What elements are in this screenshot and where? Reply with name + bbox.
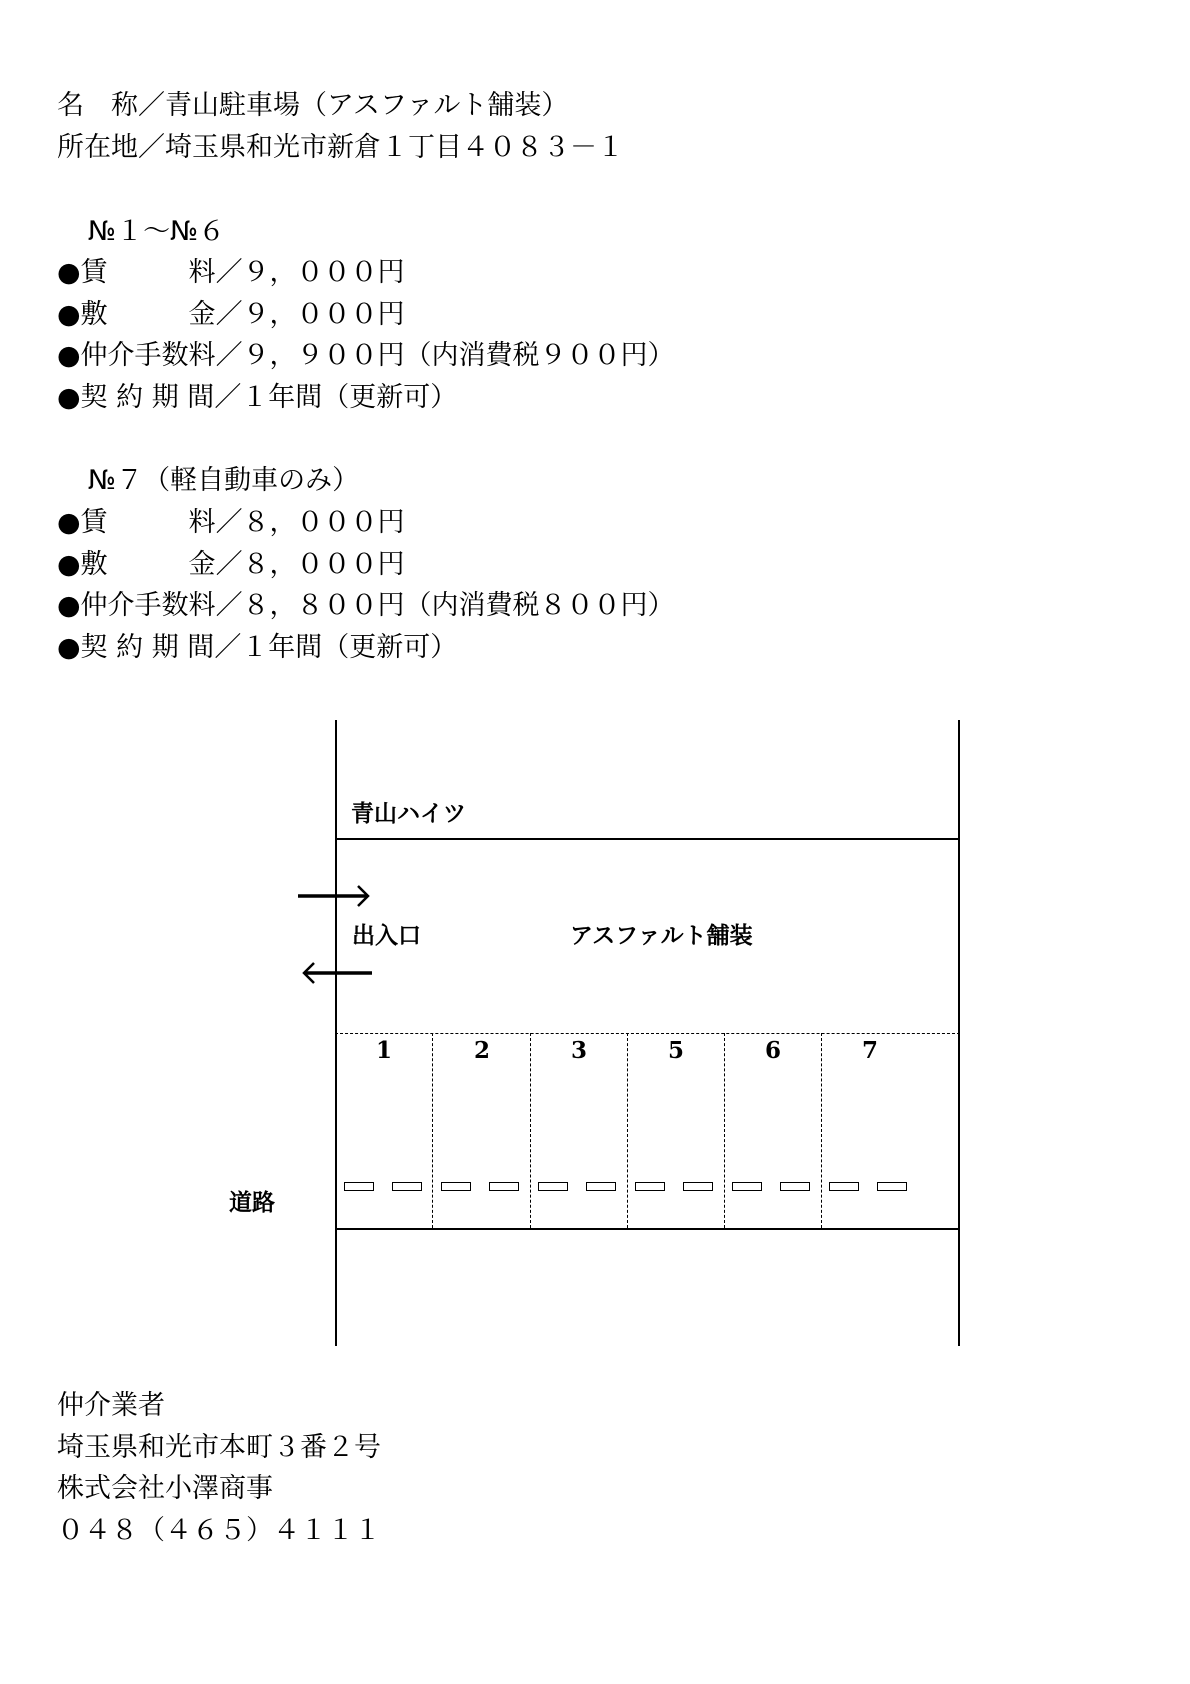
space-divider <box>432 1033 433 1228</box>
rent-value: ／８，０００円 <box>215 507 405 538</box>
wheel-stop <box>635 1182 665 1191</box>
fee-value: ／８，８００円（内消費税８００円） <box>215 590 675 621</box>
space-divider <box>627 1033 628 1228</box>
space-number: 6 <box>765 1037 782 1064</box>
building-label: 青山ハイツ <box>351 800 466 827</box>
group2-heading: №７（軽自動車のみ） <box>88 465 360 496</box>
road-boundary-line <box>335 1228 960 1230</box>
term-label: ●契 約 期 間 <box>57 632 215 663</box>
group2-fee-row <box>57 592 675 619</box>
group1-deposit-row <box>57 301 405 328</box>
wheel-stop <box>829 1182 859 1191</box>
broker-address: 埼玉県和光市本町３番２号 <box>57 1432 381 1463</box>
space-divider <box>821 1033 822 1228</box>
term-label: ●契 約 期 間 <box>57 382 215 413</box>
space-number: 5 <box>668 1037 685 1064</box>
fee-label: ●仲介手数料 <box>57 340 216 371</box>
broker-phone: ０４８（４６５）４１１１ <box>57 1515 381 1546</box>
surface-label: アスファルト舗装 <box>570 922 753 949</box>
rent-label: ●賃 料 <box>57 507 216 538</box>
property-location-label: 所在地 <box>57 132 138 163</box>
wheel-stop <box>441 1182 471 1191</box>
fee-value: ／９，９００円（内消費税９００円） <box>215 340 675 371</box>
road-label: 道路 <box>229 1189 275 1216</box>
group1-fee-row <box>57 342 675 369</box>
property-location-line <box>57 134 624 161</box>
wheel-stop <box>392 1182 422 1191</box>
wheel-stop <box>586 1182 616 1191</box>
arrow-right-icon <box>298 886 368 906</box>
wheel-stop <box>877 1182 907 1191</box>
broker-title: 仲介業者 <box>57 1390 165 1421</box>
wheel-stop <box>538 1182 568 1191</box>
term-value: ／１年間（更新可） <box>214 632 458 663</box>
wheel-stop <box>732 1182 762 1191</box>
deposit-value: ／８，０００円 <box>215 549 405 580</box>
deposit-value: ／９，０００円 <box>215 299 405 330</box>
building-boundary-line <box>335 838 960 840</box>
space-divider <box>724 1033 725 1228</box>
entrance-label: 出入口 <box>352 922 421 949</box>
rent-value: ／９，０００円 <box>215 257 405 288</box>
space-number: 7 <box>862 1037 879 1064</box>
space-number: 2 <box>474 1037 491 1064</box>
spaces-top-dashed-line <box>335 1033 960 1034</box>
entrance-arrows <box>296 880 378 990</box>
group1-term-row <box>57 384 457 411</box>
group1-rent-row <box>57 259 405 286</box>
group1-heading: №１～№６ <box>88 216 226 247</box>
broker-company: 株式会社小澤商事 <box>57 1473 273 1504</box>
group2-deposit-row <box>57 551 405 578</box>
arrow-left-icon <box>304 963 372 983</box>
deposit-label: ●敷 金 <box>57 299 216 330</box>
space-number: 1 <box>376 1037 393 1064</box>
term-value: ／１年間（更新可） <box>214 382 458 413</box>
rent-label: ●賃 料 <box>57 257 216 288</box>
wheel-stop <box>489 1182 519 1191</box>
group2-term-row <box>57 634 457 661</box>
deposit-label: ●敷 金 <box>57 549 216 580</box>
fee-label: ●仲介手数料 <box>57 590 216 621</box>
property-name-line <box>57 92 568 119</box>
wheel-stop <box>344 1182 374 1191</box>
wheel-stop <box>780 1182 810 1191</box>
property-location-value: ／埼玉県和光市新倉１丁目４０８３－１ <box>138 132 624 163</box>
space-divider <box>530 1033 531 1228</box>
group2-rent-row <box>57 509 405 536</box>
property-name-value: ／青山駐車場（アスファルト舗装） <box>138 90 569 121</box>
wheel-stop <box>683 1182 713 1191</box>
space-number: 3 <box>571 1037 588 1064</box>
property-name-label: 名 称 <box>57 90 138 121</box>
